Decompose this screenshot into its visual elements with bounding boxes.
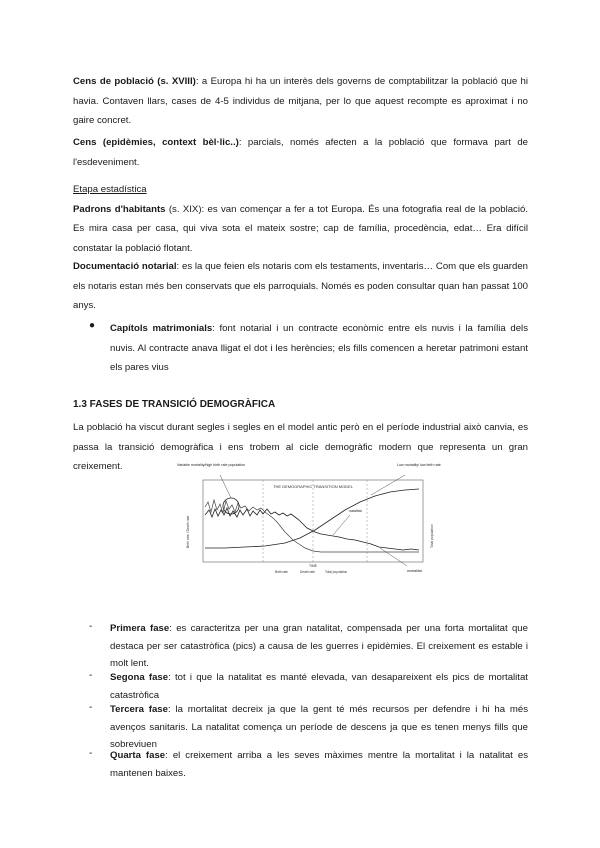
subheading-etapa-estadistica: Etapa estadística [73,184,147,195]
term-capitols: Capítols matrimonials [110,323,213,334]
paragraph-padrons: Etapa estadística Padrons d'habitants (s. XIX): es van començar a fer a tot Europa. És una fotografia real de la població. Es mira casa per casa, qui viva sota el mateix sostre; cap de família, procedència, edat… Era difícil constatar la població flotant. [73,180,528,258]
label-natalitat: natalitat [349,509,362,513]
phase-item: Primera fase: es caracteritza per una gran natalitat, compensada per una forta mortalitat que destaca per ser catastròfica (pics) a causa de les guerres i epidèmies. El creixement es estable i molt lent. [110,623,528,669]
term-cens-poblacio: Cens de població (s. XVIII) [73,76,196,87]
legend-birth-rate: Birth rate [275,570,288,574]
annotation-left: Variable mortality/high birth rate population [177,463,246,467]
paragraph-cens-parcials: Cens (epidèmies, context bèl·lic..): parcials, només afecten a la població que formava part de l'esdeveniment. [73,137,528,168]
section-heading: 1.3 FASES DE TRANSICIÓ DEMOGRÀFICA [73,399,276,410]
dash-icon: - [89,621,93,632]
legend-total-population: Total population [325,570,348,574]
term-padrons: Padrons d'habitants [73,203,166,215]
dash-icon: - [89,702,93,713]
paragraph-intro-transicio: La població ha viscut durant segles i segles en el model antic però en el període industrial això canvia, es passa la transició demogràfica i ens trobem al cicle demogràfic modern que representa un gran creixement. [73,422,528,472]
term-documentacio-notarial: Documentació notarial [73,261,177,272]
x-axis-label: TIME [308,564,318,568]
phase-item: Quarta fase: el creixement arriba a les seves màximes mentre la mortalitat i la natalitat es mantenen baixes. [110,750,528,779]
paragraph-documentacio-notarial: Documentació notarial: es la que feien els notaris com els testaments, inventaris… Com que els guarden els notaris estan més ben conservats que els parroquials. Només es poden consultar quan han passat 100 anys. [73,261,528,311]
figure-title: THE DEMOGRAPHIC TRANSITION MODEL [273,484,353,489]
term-cens-epidemies: Cens (epidèmies, context bèl·lic..) [73,137,239,148]
phase-item: Tercera fase: la mortalitat decreix ja que la gent té més recursos per defendre i hi ha més avenços sanitaris. La natalitat comença un període de descens ja que es tenen menys fills que sobreviuen [110,704,528,750]
phase-item: Segona fase: tot i que la natalitat es manté elevada, van desapareixent els pics de mortalitat catastròfica [110,672,528,701]
annotation-right: Low mortality/ low birth rate [397,463,441,467]
paragraph-cens-poblacio: Cens de població (s. XVIII): a Europa hi ha un interès dels governs de comptabilitzar la població que hi havia. Contaven llars, cases de 4-5 individus de mitjana, per lo que aquest recompte es aproximat i no gaire concret. [73,76,528,126]
dash-icon: - [89,748,93,759]
y-axis-left-label: Birth rate / Death rate [186,515,190,548]
y-axis-right-label: Total population [430,524,434,548]
demographic-transition-figure [175,460,455,575]
bullet-capitols-matrimonials: Capítols matrimonials: font notarial i un contracte econòmic entre els nuvis i la família dels nuvis. Al contracte anava lligat el dot i les herències; els fills comencen a heretar patrimoni estant els pares vius [110,323,528,373]
bullet-icon: ● [89,320,96,331]
label-mortalitat: mortalitat [407,569,422,573]
dash-icon: - [89,670,93,681]
demographic-transition-chart [175,460,455,575]
legend-death-rate: Death rate [300,570,315,574]
